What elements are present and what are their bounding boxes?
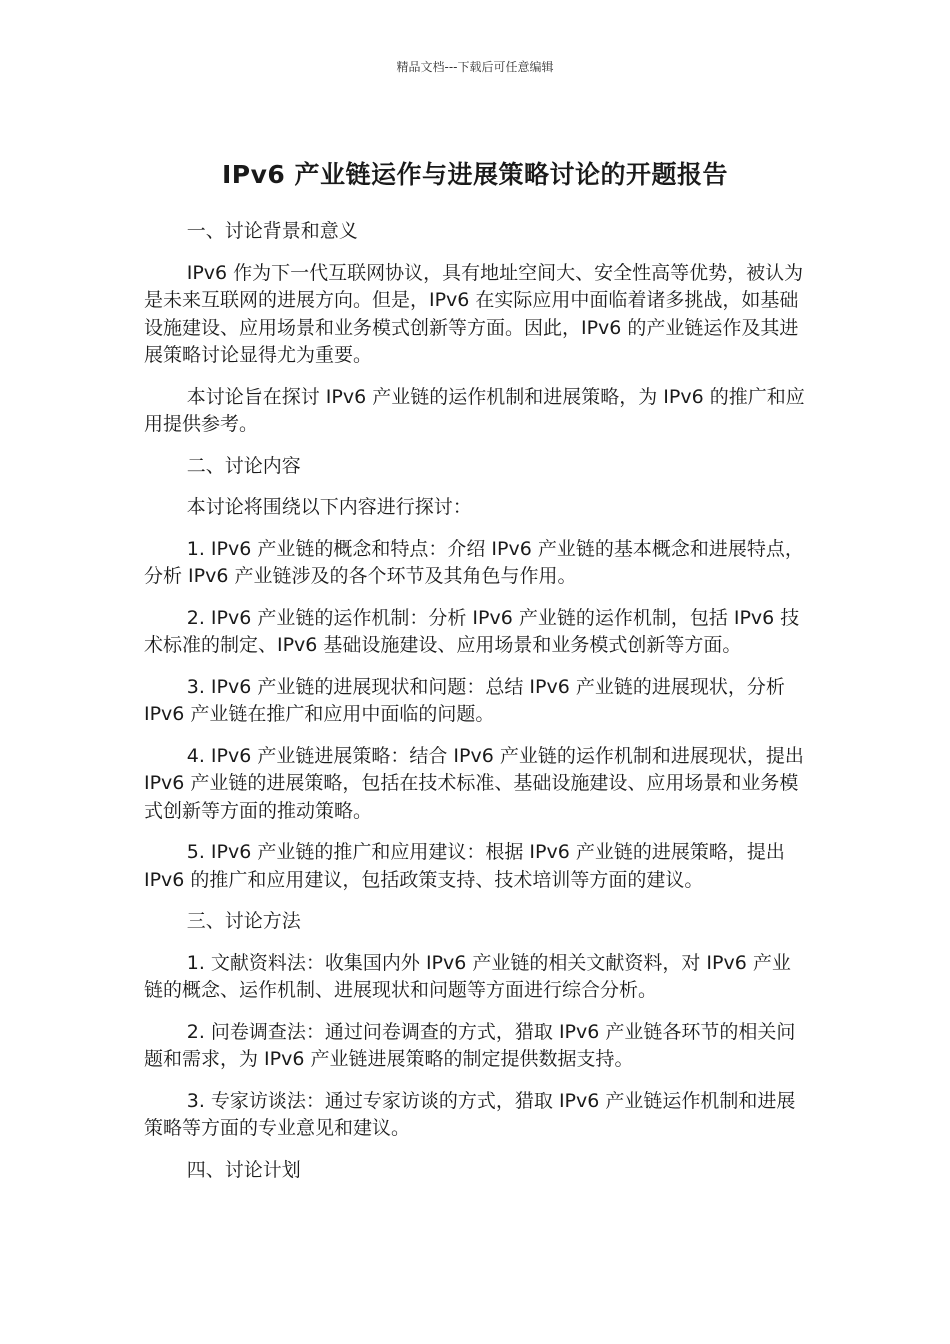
document-body [144,218,806,1198]
section-heading-background: 一、讨论背景和意义 [186,220,358,242]
list-item: 3. IPv6 产业链的进展现状和问题：总结 IPv6 产业链的进展现状，分析 IPv6 产业链在推广和应用中面临的问题。 [144,675,785,725]
section-heading-content: 二、讨论内容 [186,454,301,477]
section-heading-methods: 三、讨论方法 [186,910,301,932]
paragraph: 本讨论旨在探讨 IPv6 产业链的运作机制和进展策略，为 IPv6 的推广和应用提供参考。 [144,385,805,435]
paragraph: 本讨论将围绕以下内容进行探讨： [186,496,472,518]
list-item: 3. 专家访谈法：通过专家访谈的方式，猎取 IPv6 产业链运作机制和进展策略等方面的专业意见和建议。 [144,1089,796,1139]
list-item: 2. 问卷调查法：通过问卷调查的方式，猎取 IPv6 产业链各环节的相关问题和需求，为 IPv6 产业链进展策略的制定提供数据支持。 [144,1020,796,1070]
list-item: 1. 文献资料法：收集国内外 IPv6 产业链的相关文献资料，对 IPv6 产业链的概念、运作机制、进展现状和问题等方面进行综合分析。 [144,951,791,1001]
list-item: 4. IPv6 产业链进展策略：结合 IPv6 产业链的运作机制和进展现状，提出 IPv6 产业链的进展策略，包括在技术标准、基础设施建设、应用场景和业务模式创新等方面的推动策略。 [144,744,804,822]
list-item: 2. IPv6 产业链的运作机制：分析 IPv6 产业链的运作机制，包括 IPv6 技术标准的制定、IPv6 基础设施建设、应用场景和业务模式创新等方面。 [144,606,800,656]
list-item: 1. IPv6 产业链的概念和特点：介绍 IPv6 产业链的基本概念和进展特点，分析 IPv6 产业链涉及的各个环节及其角色与作用。 [144,537,804,587]
section-heading-plan: 四、讨论计划 [186,1158,301,1181]
document-title: IPv6 产业链运作与进展策略讨论的开题报告 [221,159,729,189]
list-item: 5. IPv6 产业链的推广和应用建议：根据 IPv6 产业链的进展策略，提出 IPv6 的推广和应用建议，包括政策支持、技术培训等方面的建议。 [144,841,785,891]
paragraph: IPv6 作为下一代互联网协议，具有地址空间大、安全性高等优势，被认为是未来互联网的进展方向。但是，IPv6 在实际应用中面临着诸多挑战，如基础设施建设、应用场景和业务模式创新等方面。因此，IPv6 的产业链运作及其进展策略讨论显得尤为重要。 [144,261,804,366]
page-header: 精品文档---下载后可任意编辑 [396,60,554,74]
